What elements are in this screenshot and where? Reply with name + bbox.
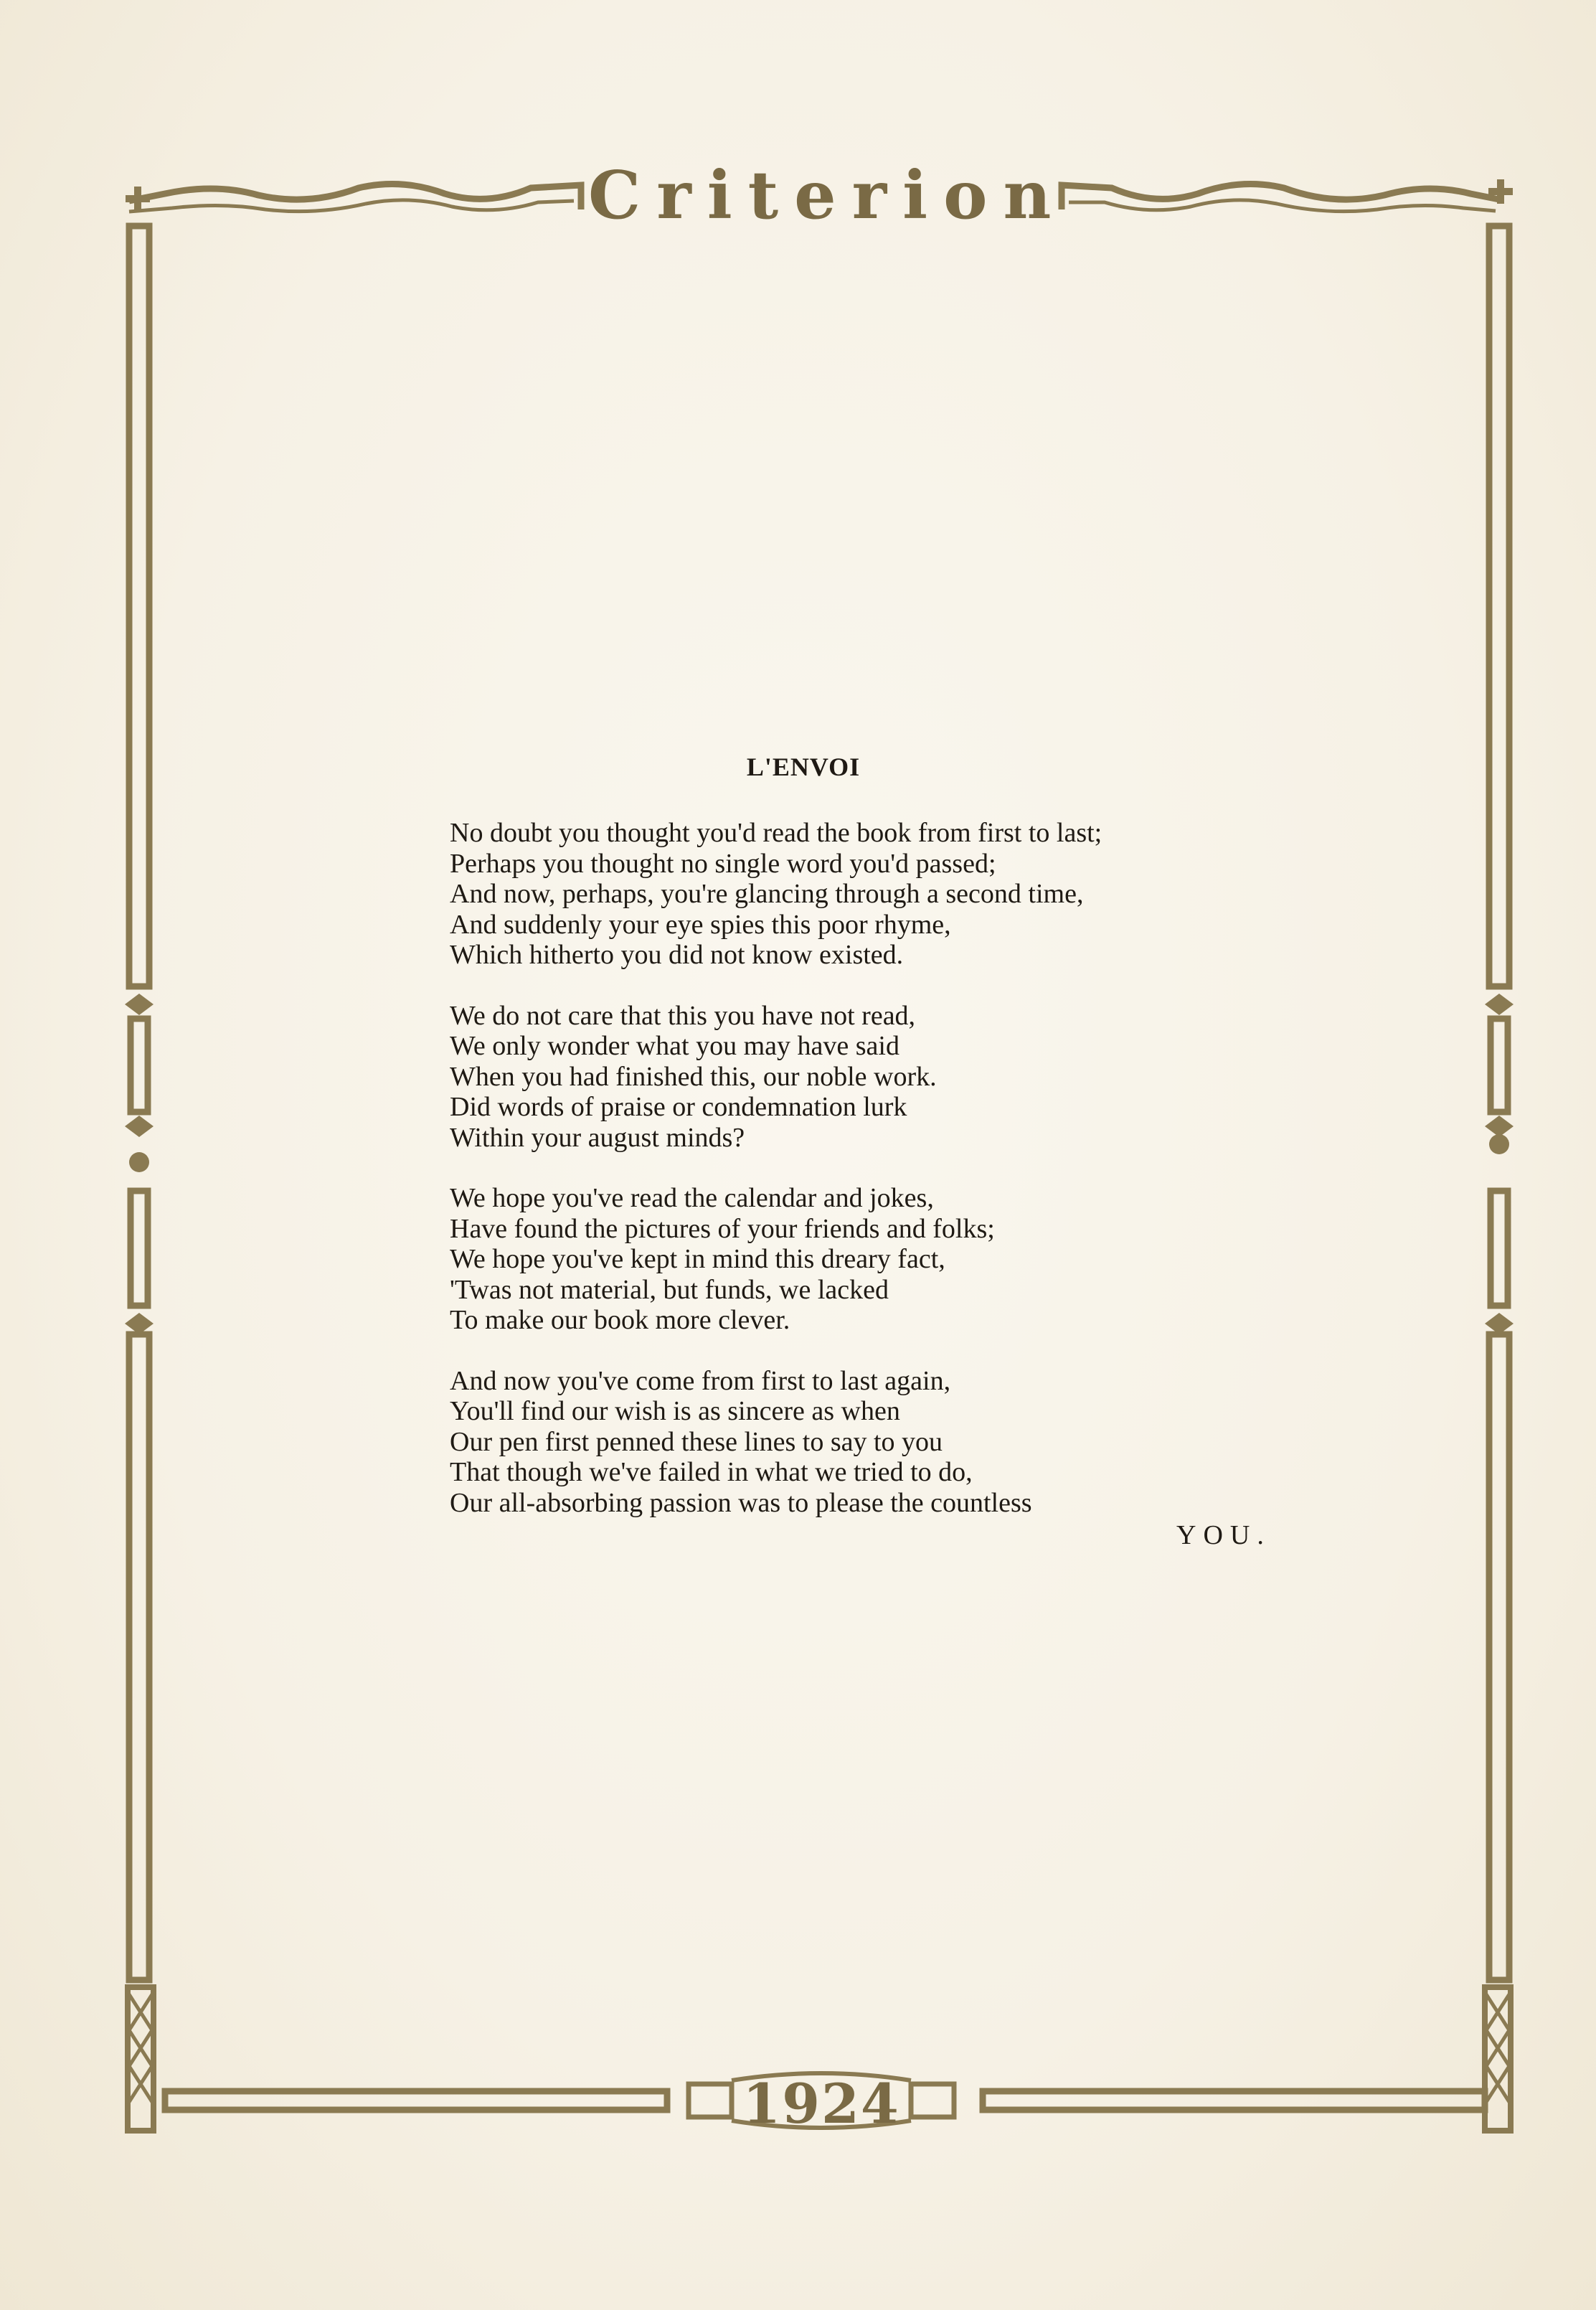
- poem-line: That though we've failed in what we tried to do,: [450, 1457, 973, 1487]
- poem-body: [450, 818, 1332, 1548]
- poem-line: Our pen first penned these lines to say to you: [450, 1426, 943, 1457]
- stanza-1: [450, 818, 1332, 971]
- poem-line: When you had finished this, our noble work.: [450, 1061, 937, 1092]
- poem-line: Did words of praise or condemnation lurk: [450, 1092, 907, 1122]
- poem-line: And now, perhaps, you're glancing through a second time,: [450, 879, 1084, 909]
- poem-line: 'Twas not material, but funds, we lacked: [450, 1274, 889, 1305]
- poem-line: Our all-absorbing passion was to please the countless: [450, 1487, 1032, 1518]
- poem-signature: YOU.: [1176, 1520, 1271, 1550]
- poem-line: No doubt you thought you'd read the book from first to last;: [450, 818, 1102, 848]
- poem-line: You'll find our wish is as sincere as when: [450, 1396, 900, 1426]
- poem-line: And suddenly your eye spies this poor rhyme,: [450, 909, 951, 940]
- poem-line: Have found the pictures of your friends and folks;: [450, 1213, 995, 1244]
- header-title: Criterion: [588, 156, 1067, 234]
- poem-line: Within your august minds?: [450, 1122, 745, 1153]
- stanza-3: [450, 1183, 1332, 1336]
- poem-title: L'ENVOI: [746, 753, 861, 781]
- poem-line: We hope you've read the calendar and jokes,: [450, 1183, 934, 1213]
- poem-line: Which hitherto you did not know existed.: [450, 940, 904, 970]
- footer-year: 1924: [742, 2072, 900, 2136]
- poem-line: To make our book more clever.: [450, 1305, 790, 1335]
- stanza-4: [450, 1366, 1332, 1519]
- poem-line: And now you've come from first to last again,: [450, 1365, 951, 1396]
- stanza-2: [450, 1001, 1332, 1154]
- poem-line: We hope you've kept in mind this dreary fact,: [450, 1244, 945, 1274]
- poem-line: We only wonder what you may have said: [450, 1031, 899, 1061]
- poem-line: Perhaps you thought no single word you'd passed;: [450, 848, 996, 879]
- poem-line: We do not care that this you have not read,: [450, 1000, 916, 1031]
